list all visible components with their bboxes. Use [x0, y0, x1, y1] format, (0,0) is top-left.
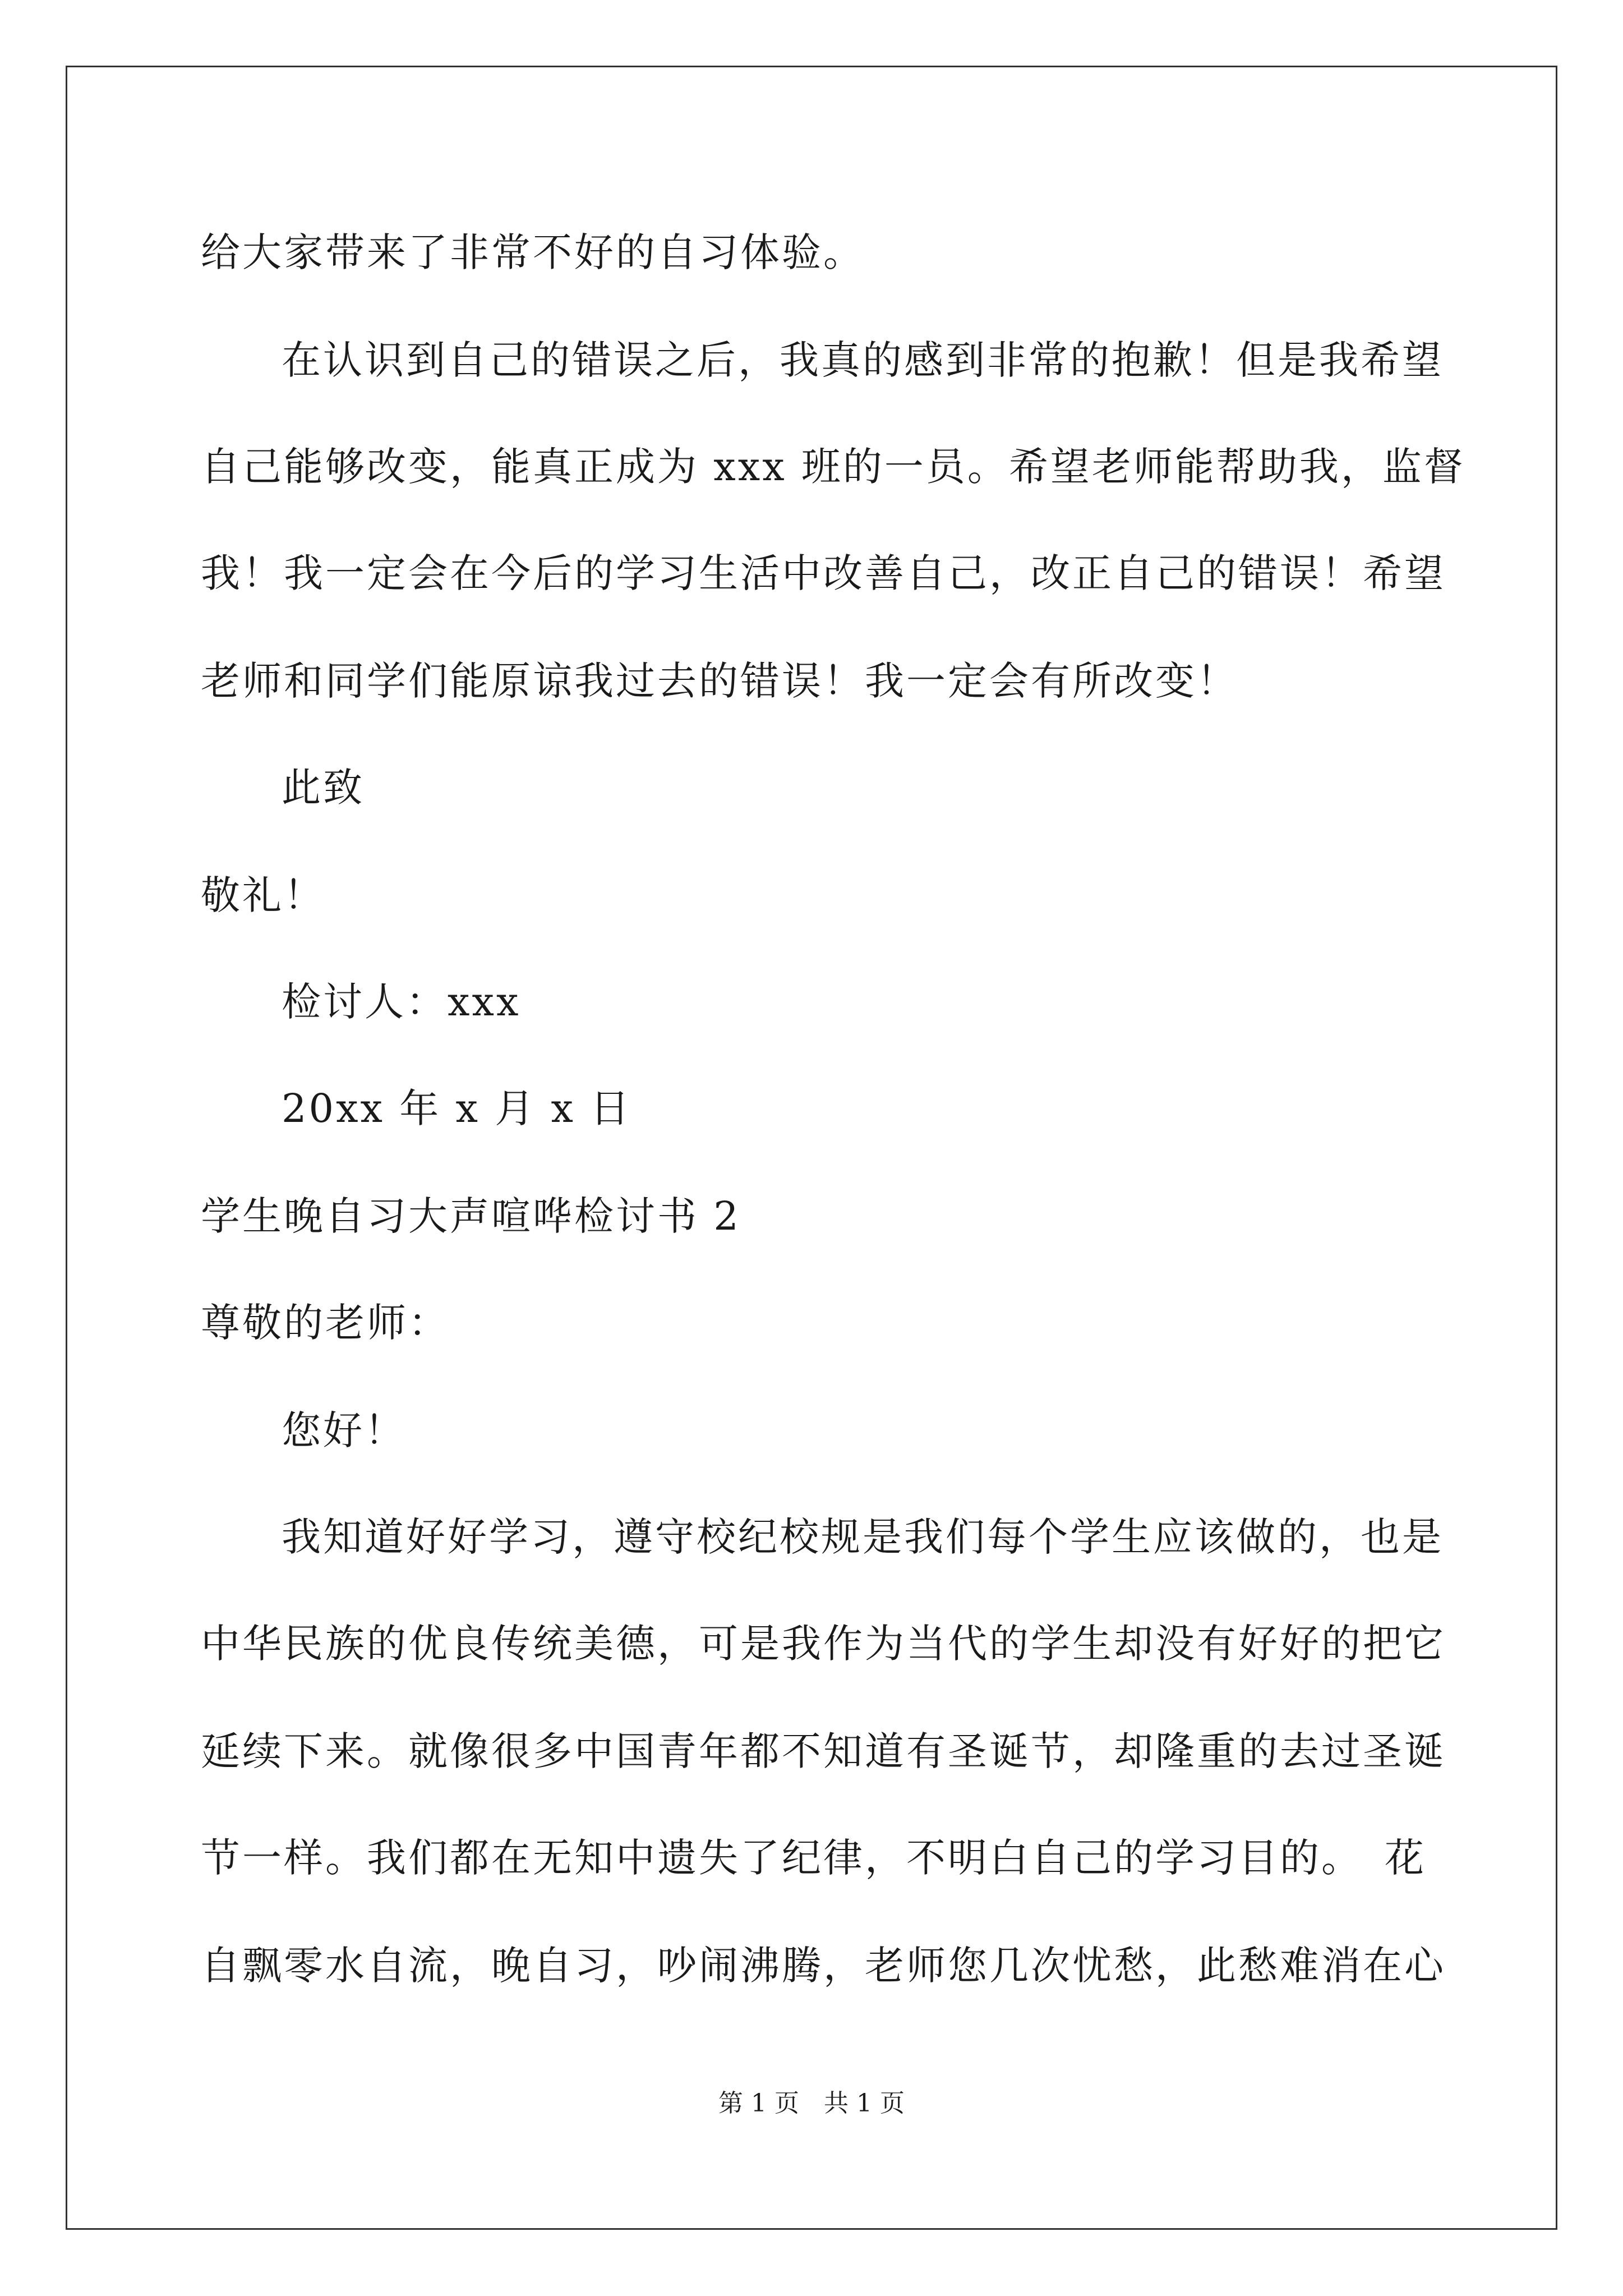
body-line-2: 在认识到自己的错误之后，我真的感到非常的抱歉！但是我希望: [282, 337, 1444, 383]
body-line-4: 我！我一定会在今后的学习生活中改善自己，改正自己的错误！希望: [201, 550, 1446, 596]
section-title: 学生晚自习大声喧哗检讨书 2: [201, 1193, 741, 1239]
signature-author: 检讨人：xxx: [282, 979, 521, 1025]
body-line-3: 自己能够改变，能真正成为 xxx 班的一员。希望老师能帮助我，监督: [201, 444, 1465, 490]
page-footer: 第 1 页 共 1 页: [718, 2089, 905, 2118]
signature-date: 20xx 年 x 月 x 日: [282, 1085, 632, 1131]
page-border: [66, 66, 1557, 2230]
body-line-10: 自飘零水自流，晚自习，吵闹沸腾，老师您几次忧愁，此愁难消在心: [201, 1943, 1446, 1989]
body-line-6: 我知道好好学习，遵守校纪校规是我们每个学生应该做的，也是: [282, 1514, 1444, 1560]
closing-jing-li: 敬礼！: [201, 872, 325, 918]
body-line-8: 延续下来。就像很多中国青年都不知道有圣诞节，却隆重的去过圣诞: [201, 1728, 1446, 1774]
body-line-9: 节一样。我们都在无知中遗失了纪律，不明白自己的学习目的。 花: [201, 1835, 1426, 1881]
closing-ci-zhi: 此致: [282, 765, 365, 811]
body-line-5: 老师和同学们能原谅我过去的错误！我一定会有所改变！: [201, 658, 1238, 704]
body-line-1: 给大家带来了非常不好的自习体验。: [201, 229, 865, 275]
body-line-7: 中华民族的优良传统美德，可是我作为当代的学生却没有好好的把它: [201, 1621, 1446, 1667]
salutation: 尊敬的老师：: [201, 1300, 450, 1346]
greeting: 您好！: [282, 1407, 406, 1453]
